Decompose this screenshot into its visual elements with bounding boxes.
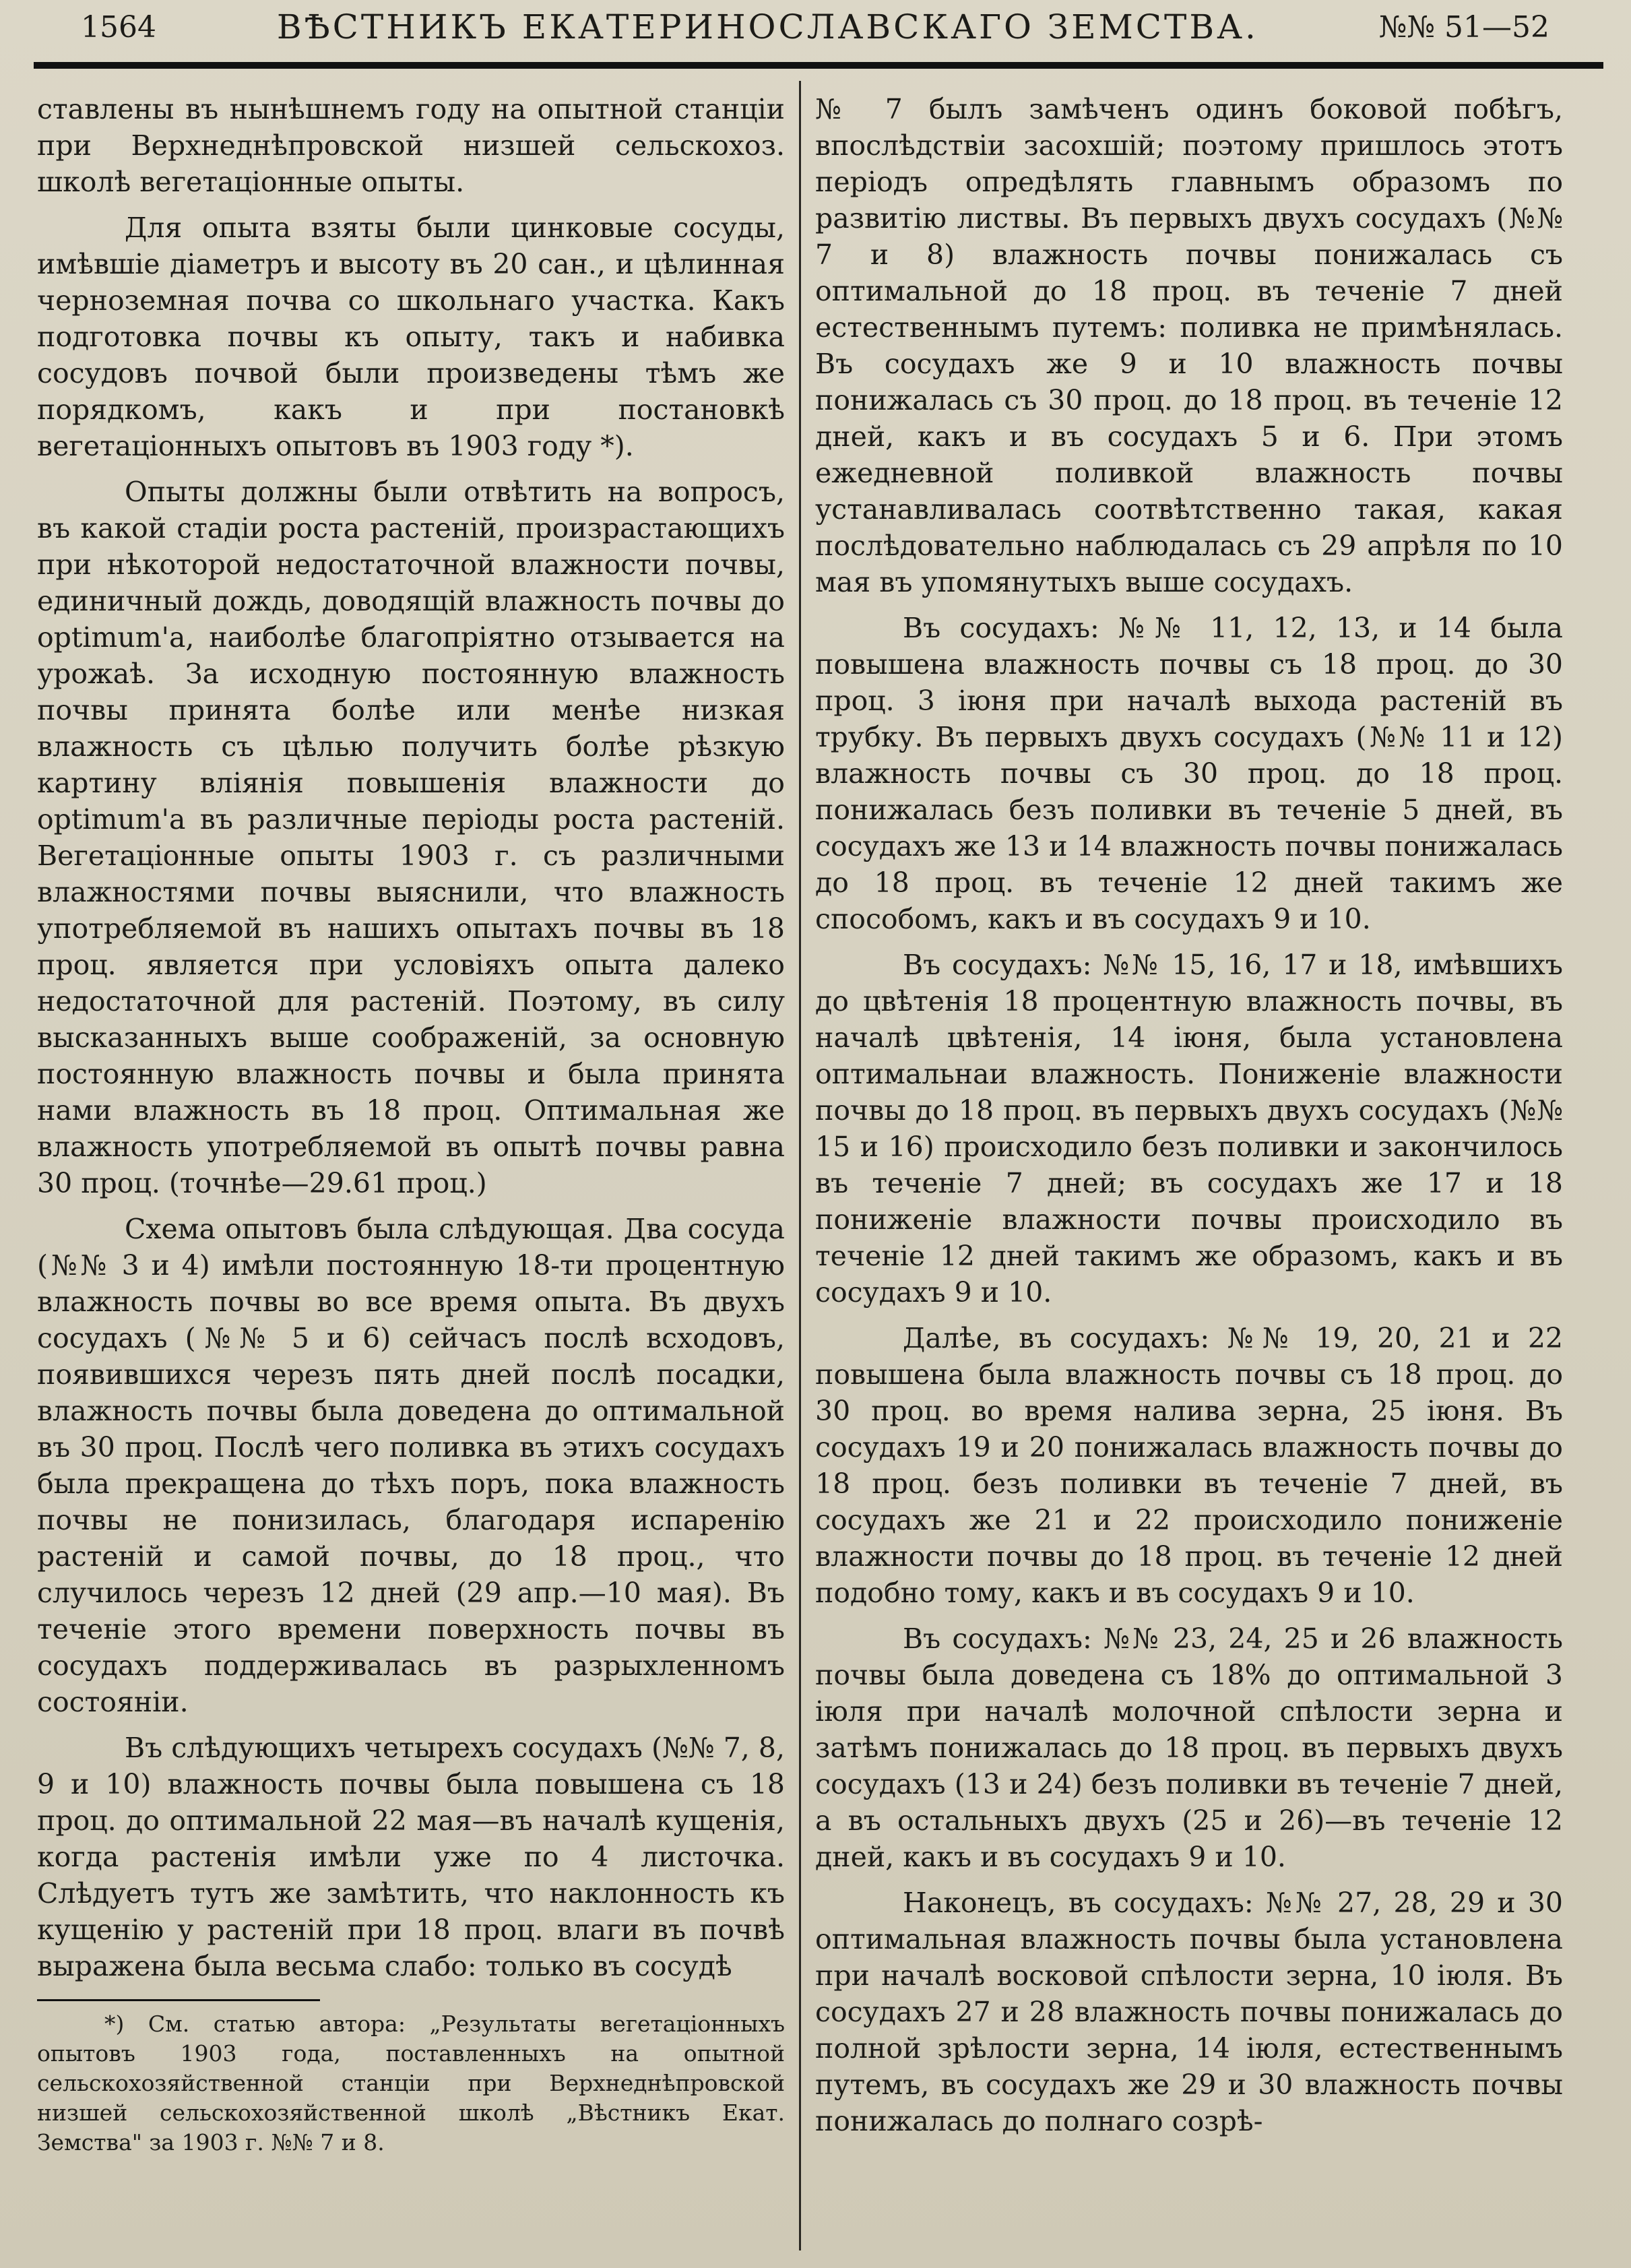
paragraph: Схема опытовъ была слѣдующая. Два сосуда (№№ 3 и 4) имѣли постоянную 18-ти процентную влажность почвы во все время опыта. Въ двухъ сосудахъ (№№ 5 и 6) сейчасъ послѣ всходовъ, появившихся черезъ пять дней послѣ посадки, влажность почвы была доведена до оптимальной въ 30 проц. Послѣ чего поливка въ этихъ сосудахъ была прекращена до тѣхъ поръ, пока влажность почвы не понизилась, благодаря испаренію растеній и самой почвы, до 18 проц., что случилось черезъ 12 дней (29 апр.—10 мая). Въ теченіе этого времени поверхность почвы въ сосудахъ поддерживалась въ разрыхленномъ состояніи. (37, 1213, 785, 1718)
journal-title: ВѢСТНИКЪ ЕКАТЕРИНОСЛАВСКАГО ЗЕМСТВА. (276, 7, 1258, 46)
paragraph: Въ сосудахъ: №№ 15, 16, 17 и 18, имѣвшихъ до цвѣтенія 18 процентную влажность почвы, въ началѣ цвѣтенія, 14 іюня, была установлена оптимальнаи влажность. Пониженіе влажности почвы до 18 проц. въ первыхъ двухъ сосудахъ (№№ 15 и 16) происходило безъ поливки и закончилось въ теченіе 7 дней; въ сосудахъ же 17 и 18 пониженіе влажности почвы происходило въ теченіе 12 дней такимъ же образомъ, какъ и въ сосудахъ 9 и 10. (815, 949, 1563, 1309)
paragraph: Наконецъ, въ сосудахъ: №№ 27, 28, 29 и 30 оптимальная влажность почвы была установлена при началѣ восковой спѣлости зерна, 10 іюля. Въ сосудахъ 27 и 28 влажность почвы понижалась до полной зрѣлости зерна, 14 іюля, естественнымъ путемъ, въ сосудахъ же 29 и 30 влажность почвы понижалась до полнаго созрѣ- (815, 1887, 1563, 2137)
page-header (81, 0, 1549, 54)
header-rule (34, 62, 1603, 69)
paragraph: Для опыта взяты были цинковые сосуды, имѣвшіе діаметръ и высоту въ 20 сан., и цѣлинная черноземная почва со школьнаго участка. Какъ подготовка почвы къ опыту, такъ и набивка сосудовъ почвой были произведены тѣмъ же порядкомъ, какъ и при постановкѣ вегетаціонныхъ опытовъ въ 1903 году *). (37, 212, 785, 462)
left-column (37, 91, 785, 2157)
paragraph: Далѣе, въ сосудахъ: №№ 19, 20, 21 и 22 повышена была влажность почвы съ 18 проц. до 30 проц. во время налива зерна, 25 іюня. Въ сосудахъ 19 и 20 понижалась влажность почвы до 18 проц. безъ поливки въ теченіе 7 дней, въ сосудахъ же 21 и 22 происходило пониженіе влажности почвы до 18 проц. въ теченіе 12 дней подобно тому, какъ и въ сосудахъ 9 и 10. (815, 1322, 1563, 1609)
paragraph: Опыты должны были отвѣтить на вопросъ, въ какой стадіи роста растеній, произрастающихъ при нѣкоторой недостаточной влажности почвы, единичный дождь, доводящій влажность почвы до optimum'a, наиболѣе благопріятно отзывается на урожаѣ. За исходную постоянную влажность почвы принята болѣе или менѣе низкая влажность съ цѣлью получить болѣе рѣзкую картину вліянія повышенія влажности до optimum'a въ различные періоды роста растеній. Вегетаціонные опыты 1903 г. съ различными влажностями почвы выяснили, что влажность употребляемой въ нашихъ опытахъ почвы въ 18 проц. является при условіяхъ опыта далеко недостаточной для растеній. Поэтому, въ силу высказанныхъ выше соображеній, за основную постоянную влажность почвы и была принята нами влажность въ 18 проц. Оптимальная же влажность употребляемой въ опытѣ почвы равна 30 проц. (точнѣе—29.61 проц.) (37, 476, 785, 1199)
paragraph: Въ слѣдующихъ четырехъ сосудахъ (№№ 7, 8, 9 и 10) влажность почвы была повышена съ 18 проц. до оптимальной 22 мая—въ началѣ кущенія, когда растенія имѣли уже по 4 листочка. Слѣдуетъ тутъ же замѣтить, что наклонность къ кущенію у растеній при 18 проц. влаги въ почвѣ выражена была весьма слабо: только въ сосудѣ (37, 1732, 785, 1982)
column-divider (799, 81, 801, 2250)
paragraph: ставлены въ нынѣшнемъ году на опытной станціи при Верхнеднѣпровской низшей сельскохоз. школѣ вегетаціонные опыты. (37, 93, 785, 198)
paragraph: Въ сосудахъ: №№ 23, 24, 25 и 26 влажность почвы была доведена съ 18% до оптимальной 3 іюля при началѣ молочной спѣлости зерна и затѣмъ понижалась до 18 проц. въ первыхъ двухъ сосудахъ (13 и 24) безъ поливки въ теченіе 7 дней, а въ остальныхъ двухъ (25 и 26)—въ теченіе 12 дней, какъ и въ сосудахъ 9 и 10. (815, 1623, 1563, 1873)
paragraph: Въ сосудахъ: №№ 11, 12, 13, и 14 была повышена влажность почвы съ 18 проц. до 30 проц. 3 іюня при началѣ выхода растеній въ трубку. Въ первыхъ двухъ сосудахъ (№№ 11 и 12) влажность почвы съ 30 проц. до 18 проц. понижалась безъ поливки въ теченіе 5 дней, въ сосудахъ же 13 и 14 влажность почвы понижалась до 18 проц. въ теченіе 12 дней такимъ же способомъ, какъ и въ сосудахъ 9 и 10. (815, 612, 1563, 935)
right-column (815, 91, 1563, 2149)
footnote: *) См. статью автора: „Результаты вегетаціонныхъ опытовъ 1903 года, поставленныхъ на опытной сельскохозяйственной станціи при Верхнеднѣпровской низшей сельскохозяйственной школѣ „Вѣстникъ Екат. Земства" за 1903 г. №№ 7 и 8. (37, 2011, 785, 2155)
issue-number: №№ 51—52 (1378, 9, 1549, 44)
footnote-rule (37, 1999, 320, 2001)
page-number: 1564 (81, 9, 156, 44)
paragraph: № 7 былъ замѣченъ одинъ боковой побѣгъ, впослѣдствіи засохшій; поэтому пришлось этотъ періодъ опредѣлять главнымъ образомъ по развитію листвы. Въ первыхъ двухъ сосудахъ (№№ 7 и 8) влажность почвы понижалась съ оптимальной до 18 проц. въ теченіе 7 дней естественнымъ путемъ: поливка не примѣнялась. Въ сосудахъ же 9 и 10 влажность почвы понижалась съ 30 проц. до 18 проц. въ теченіе 12 дней, какъ и въ сосудахъ 5 и 6. При этомъ ежедневной поливкой влажность почвы устанавливалась соотвѣтственно такая, какая послѣдовательно наблюдалась съ 29 апрѣля по 10 мая въ упомянутыхъ выше сосудахъ. (815, 93, 1563, 598)
